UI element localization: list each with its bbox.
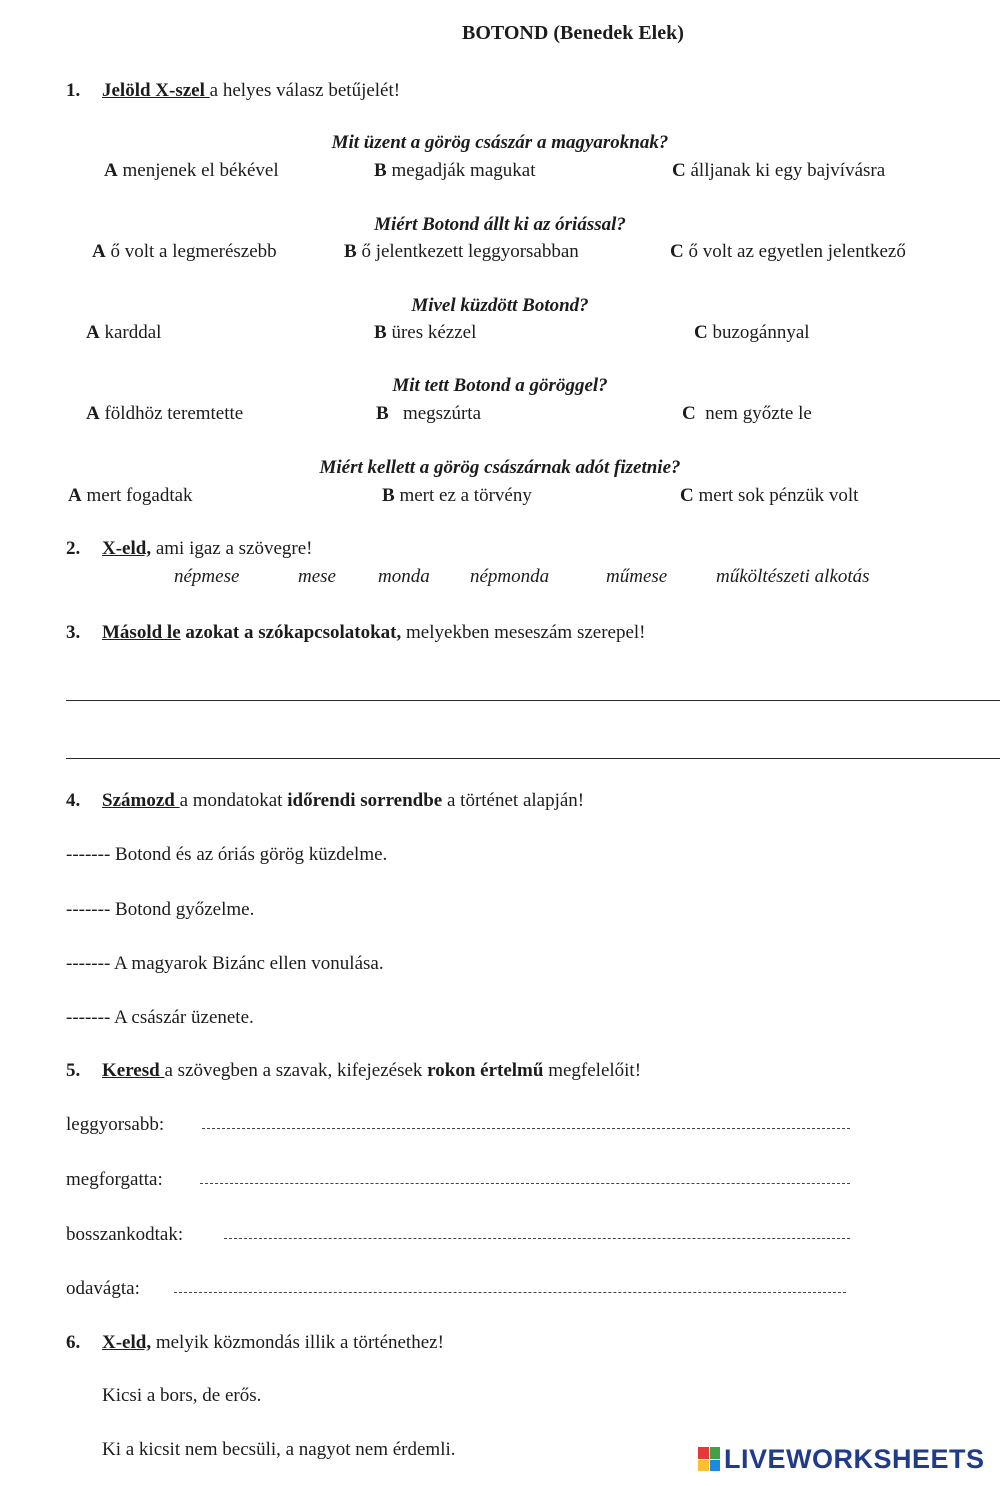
q3-option-a[interactable]	[86, 322, 161, 344]
synonym-answer-line[interactable]	[174, 1292, 846, 1293]
option-letter: A	[92, 241, 106, 262]
synonym-answer-line[interactable]	[224, 1238, 850, 1239]
question-2: Miért Botond állt ki az óriással?	[374, 214, 626, 235]
genre-option[interactable]: műmese	[606, 566, 668, 587]
task-number: 6.	[66, 1332, 81, 1353]
task-keyword: Keresd	[102, 1060, 165, 1081]
task-number: 3.	[66, 622, 81, 643]
task-text: a szövegben a szavak, kifejezések	[164, 1060, 428, 1081]
option-letter: C	[672, 160, 686, 181]
task-keyword: Másold le	[102, 622, 181, 643]
task-text: melyekben meseszám szerepel!	[401, 622, 646, 643]
proverb-option[interactable]: Kicsi a bors, de erős.	[102, 1385, 262, 1406]
task-number: 2.	[66, 538, 81, 559]
task-bold-text: rokon értelmű	[427, 1060, 544, 1081]
question-4: Mit tett Botond a göröggel?	[392, 375, 608, 396]
q4-option-a[interactable]	[86, 403, 243, 425]
sequence-item[interactable]: ------- Botond győzelme.	[66, 899, 255, 920]
q4-option-c[interactable]	[682, 403, 812, 425]
q2-option-b[interactable]	[344, 241, 579, 263]
task-text: a helyes válasz betűjelét!	[209, 80, 401, 101]
sequence-item[interactable]: ------- A magyarok Bizánc ellen vonulása.	[66, 953, 384, 974]
option-letter: B	[376, 403, 389, 424]
task-bold-text: azokat a szókapcsolatokat,	[180, 622, 402, 643]
synonym-label: leggyorsabb:	[66, 1114, 165, 1135]
task1-instruction	[66, 80, 400, 102]
synonym-label: bosszankodtak:	[66, 1224, 184, 1245]
option-text: ő volt a legmerészebb	[105, 241, 277, 262]
option-letter: B	[382, 485, 395, 506]
answer-line[interactable]	[66, 758, 1000, 759]
task-bold-text: időrendi sorrendbe	[287, 790, 443, 811]
option-letter: A	[86, 322, 100, 343]
genre-option[interactable]: népmonda	[470, 566, 550, 587]
worksheet-title: BOTOND (Benedek Elek)	[462, 22, 684, 44]
task-keyword: X-eld,	[102, 538, 152, 559]
option-letter: B	[374, 322, 387, 343]
task-number: 1.	[66, 80, 81, 101]
answer-line[interactable]	[66, 700, 1000, 701]
option-text: földhöz teremtette	[99, 403, 244, 424]
q2-option-a[interactable]	[92, 241, 277, 263]
option-letter: A	[68, 485, 82, 506]
option-letter: A	[86, 403, 100, 424]
q4-option-b[interactable]	[376, 403, 481, 425]
option-text: nem győzte le	[695, 403, 812, 424]
task6-instruction	[66, 1332, 444, 1354]
genre-option[interactable]: mese	[298, 566, 336, 587]
option-letter: A	[104, 160, 118, 181]
q3-option-c[interactable]	[694, 322, 810, 344]
sequence-item[interactable]: ------- A császár üzenete.	[66, 1007, 254, 1028]
task-text: megfelelőit!	[543, 1060, 642, 1081]
logo-text: LIVEWORKSHEETS	[724, 1443, 985, 1474]
q1-option-b[interactable]	[374, 160, 535, 182]
option-text: megszúrta	[388, 403, 482, 424]
option-text: karddal	[99, 322, 162, 343]
task-text: a mondatokat	[179, 790, 288, 811]
task-keyword: Jelöld X-szel	[102, 80, 210, 101]
option-letter: B	[374, 160, 387, 181]
q1-option-a[interactable]	[104, 160, 279, 182]
synonym-answer-line[interactable]	[202, 1128, 850, 1129]
task5-instruction	[66, 1060, 641, 1082]
q5-option-b[interactable]	[382, 485, 532, 507]
q5-option-c[interactable]	[680, 485, 858, 507]
option-text: megadják magukat	[386, 160, 536, 181]
option-letter: C	[670, 241, 684, 262]
option-text: ő volt az egyetlen jelentkező	[683, 241, 906, 262]
option-text: mert fogadtak	[81, 485, 193, 506]
task-text: a történet alapján!	[442, 790, 585, 811]
genre-option[interactable]: népmese	[174, 566, 240, 587]
genre-option[interactable]: műköltészeti alkotás	[716, 566, 870, 587]
synonym-answer-line[interactable]	[200, 1183, 850, 1184]
option-text: menjenek el békével	[117, 160, 279, 181]
task3-instruction	[66, 622, 646, 644]
task-keyword: X-eld,	[102, 1332, 152, 1353]
sequence-item[interactable]: ------- Botond és az óriás görög küzdelme.	[66, 844, 388, 865]
logo-icon	[698, 1447, 720, 1471]
synonym-label: megforgatta:	[66, 1169, 163, 1190]
task2-instruction	[66, 538, 313, 560]
option-letter: B	[344, 241, 357, 262]
option-letter: C	[682, 403, 696, 424]
q5-option-a[interactable]	[68, 485, 193, 507]
task-keyword: Számozd	[102, 790, 180, 811]
task-number: 4.	[66, 790, 81, 811]
q3-option-b[interactable]	[374, 322, 476, 344]
proverb-option[interactable]: Ki a kicsit nem becsüli, a nagyot nem érdemli.	[102, 1439, 456, 1460]
option-text: ő jelentkezett leggyorsabban	[356, 241, 579, 262]
task4-instruction	[66, 790, 584, 812]
question-5: Miért kellett a görög császárnak adót fizetnie?	[319, 457, 681, 478]
synonym-label: odavágta:	[66, 1278, 140, 1299]
task-text: melyik közmondás illik a történethez!	[151, 1332, 444, 1353]
option-text: mert ez a törvény	[394, 485, 532, 506]
option-text: üres kézzel	[386, 322, 477, 343]
q1-option-c[interactable]	[672, 160, 885, 182]
task-text: ami igaz a szövegre!	[151, 538, 313, 559]
genre-option[interactable]: monda	[378, 566, 430, 587]
question-3: Mivel küzdött Botond?	[411, 295, 589, 316]
option-text: álljanak ki egy bajvívásra	[685, 160, 886, 181]
task-number: 5.	[66, 1060, 81, 1081]
option-text: mert sok pénzük volt	[693, 485, 859, 506]
q2-option-c[interactable]	[670, 241, 906, 263]
option-text: buzogánnyal	[707, 322, 810, 343]
option-letter: C	[680, 485, 694, 506]
liveworksheets-logo	[698, 1444, 985, 1474]
option-letter: C	[694, 322, 708, 343]
question-1: Mit üzent a görög császár a magyaroknak?	[331, 132, 669, 153]
